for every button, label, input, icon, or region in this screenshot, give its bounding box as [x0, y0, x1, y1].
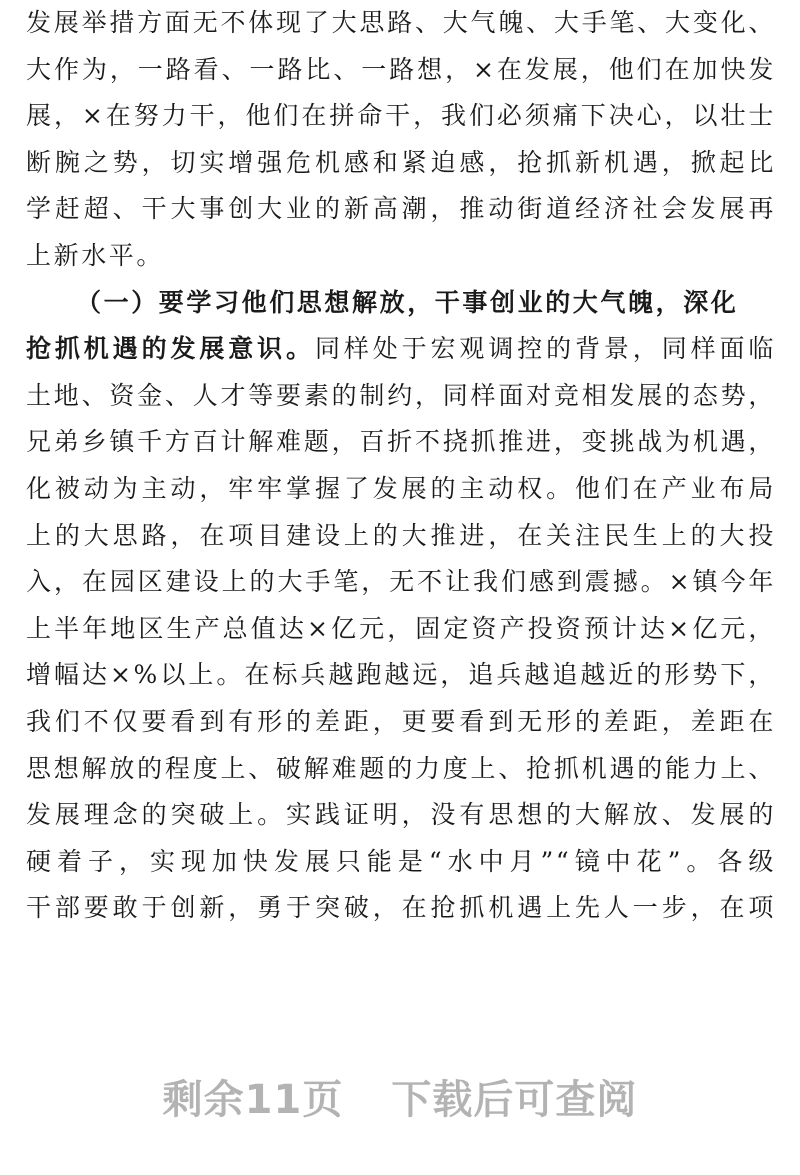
text-line-17: 思想解放的程度上、破解难题的力度上、抢抓机遇的能力上、 [26, 753, 776, 783]
text-line-19: 硬着子，实现加快发展只能是“水中月”“镜中花”。各级 [26, 846, 776, 876]
download-prompt[interactable] [0, 1068, 800, 1125]
text-line-2: 大作为，一路看、一路比、一路想，×在发展，他们在加快发 [26, 54, 776, 84]
text-line-14: 上半年地区生产总值达×亿元，固定资产投资预计达×亿元， [26, 613, 776, 643]
text-line-18: 发展理念的突破上。实践证明，没有思想的大解放、发展的 [26, 800, 776, 830]
text-line-16: 我们不仅要看到有形的差距，更要看到无形的差距，差距在 [26, 706, 776, 736]
download-to-view-label: 下载后可查阅 [391, 1077, 638, 1123]
text-line-20: 干部要敢于创新，勇于突破，在抢抓机遇上先人一步，在项 [26, 893, 776, 923]
text-line-11: 化被动为主动，牢牢掌握了发展的主动权。他们在产业布局 [26, 473, 776, 503]
section-heading-continued: 抢抓机遇的发展意识。 [26, 334, 315, 364]
text-line-8-body: 同样处于宏观调控的背景，同样面临 [314, 334, 776, 364]
text-line-3: 展，×在努力干，他们在拼命干，我们必须痛下决心，以壮士 [26, 101, 776, 131]
text-line-1: 发展举措方面无不体现了大思路、大气魄、大手笔、大变化、 [26, 8, 776, 37]
text-line-6: 上新水平。 [26, 240, 165, 270]
section-heading: （一）要学习他们思想解放，干事创业的大气魄，深化 [76, 287, 739, 317]
text-line-10: 兄弟乡镇千方百计解难题，百折不挠抓推进，变挑战为机遇， [26, 427, 776, 457]
text-line-5: 学赶超、干大事创大业的新高潮，推动街道经济社会发展再 [26, 194, 776, 224]
text-line-4: 断腕之势，切实增强危机感和紧迫感，抢抓新机遇，掀起比 [26, 147, 776, 177]
text-line-13: 入，在园区建设上的大手笔，无不让我们感到震撼。×镇今年 [26, 567, 776, 597]
text-line-8 [26, 326, 776, 373]
text-line-9: 土地、资金、人才等要素的制约，同样面对竞相发展的态势， [26, 380, 776, 410]
remaining-pages-label: 剩余11页 [162, 1077, 344, 1123]
text-line-12: 上的大思路，在项目建设上的大推进，在关注民生上的大投 [26, 520, 776, 550]
text-line-15: 增幅达×%以上。在标兵越跑越远，追兵越追越近的形势下， [26, 660, 776, 690]
body-text [26, 0, 776, 932]
